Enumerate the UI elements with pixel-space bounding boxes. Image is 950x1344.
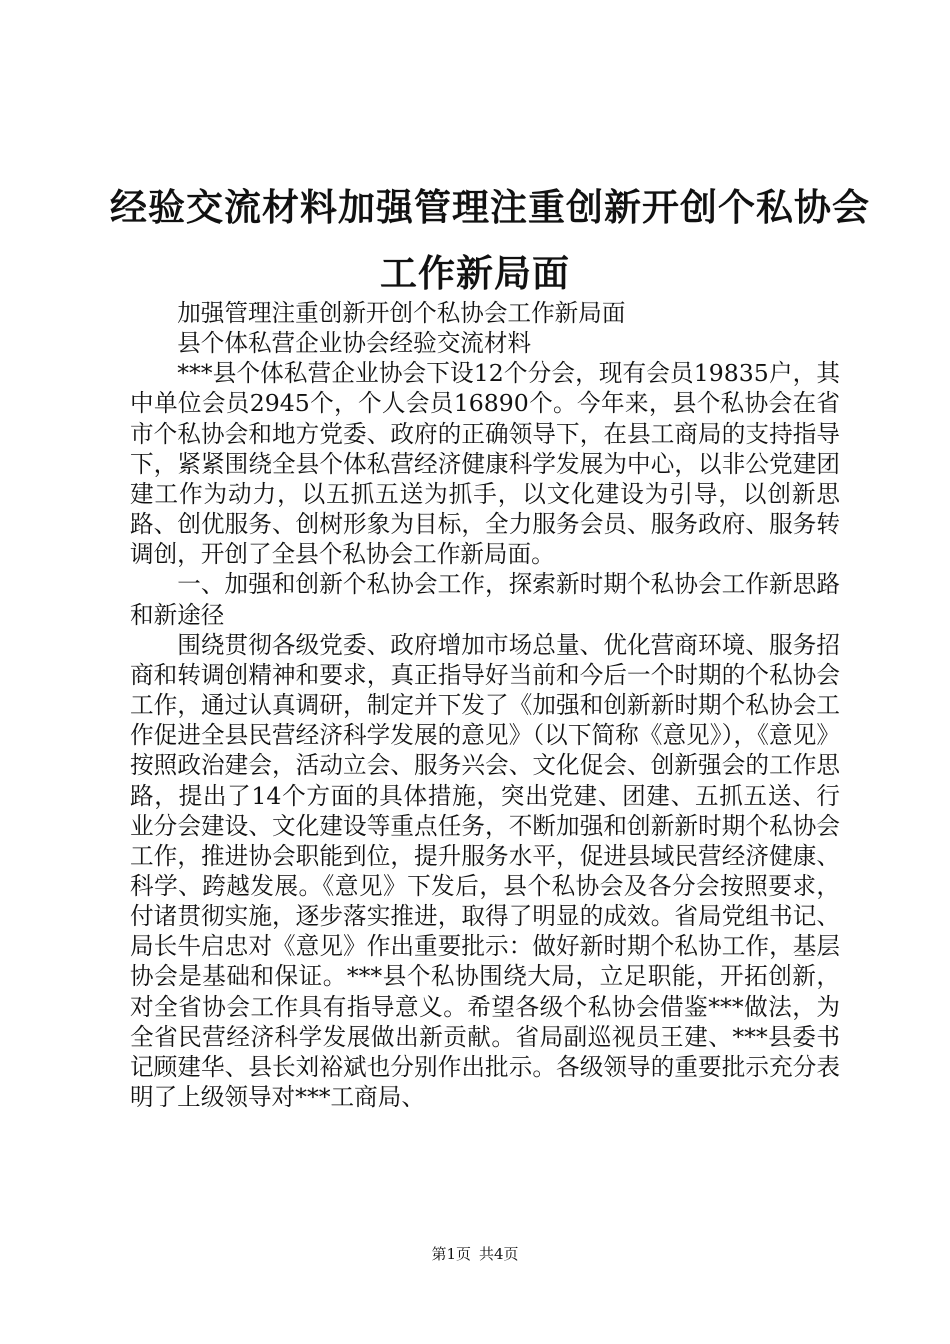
page-footer — [0, 1244, 950, 1264]
document-title-line-1: 经验交流材料加强管理注重创新开创个私协会 — [110, 186, 870, 229]
body-paragraph-section-content: 围绕贯彻各级党委、政府增加市场总量、优化营商环境、服务招商和转调创精神和要求，真正指导好当前和今后一个时期的个私协会工作，通过认真调研，制定并下发了《加强和创新新时期个私协会工作促进全县民营经济科学发展的意见》（以下简称《意见》），《意见》按照政治建会，活动立会、服务兴会、文化促会、创新强会的工作思路，提出了14个方面的具体措施，突出党建、团建、五抓五送、行业分会建设、文化建设等重点任务，不断加强和创新新时期个私协会工作，推进协会职能到位，提升服务水平，促进县域民营经济健康、科学、跨越发展。《意见》下发后，县个私协会及各分会按照要求，付诸贯彻实施，逐步落实推进，取得了明显的成效。省局党组书记、局长牛启忠对《意见》作出重要批示：做好新时期个私协工作，基层协会是基础和保证。***县个私协围绕大局，立足职能，开拓创新，对全省协会工作具有指导意义。希望各级个私协会借鉴***做法，为全省民营经济科学发展做出新贡献。省局副巡视员王建、***县委书记顾建华、县长刘裕斌也分别作出批示。各级领导的重要批示充分表明了上级领导对***工商局、 — [130, 630, 840, 1112]
body-paragraph-subtitle: 加强管理注重创新开创个私协会工作新局面 — [177, 299, 626, 327]
page-total: 共4页 — [479, 1245, 519, 1263]
body-paragraph-source: 县个体私营企业协会经验交流材料 — [177, 329, 532, 358]
body-paragraph-section-heading: 一、加强和创新个私协会工作，探索新时期个私协会工作新思路和新途径 — [130, 570, 840, 629]
document-title-line-2: 工作新局面 — [380, 252, 570, 295]
body-paragraph-intro: ***县个体私营企业协会下设12个分会，现有会员19835户，其中单位会员2945个，个人会员16890个。今年来，县个私协会在省市个私协会和地方党委、政府的正确领导下，在县工商局的支持指导下，紧紧围绕全县个体私营经济健康科学发展为中心，以非公党建团建工作为动力，以五抓五送为抓手，以文化建设为引导，以创新思路、创优服务、创树形象为目标，全力服务会员、服务政府、服务转调创，开创了全县个私协会工作新局面。 — [130, 359, 840, 569]
document-body — [130, 298, 840, 1112]
page-number: 第1页 — [431, 1245, 471, 1263]
